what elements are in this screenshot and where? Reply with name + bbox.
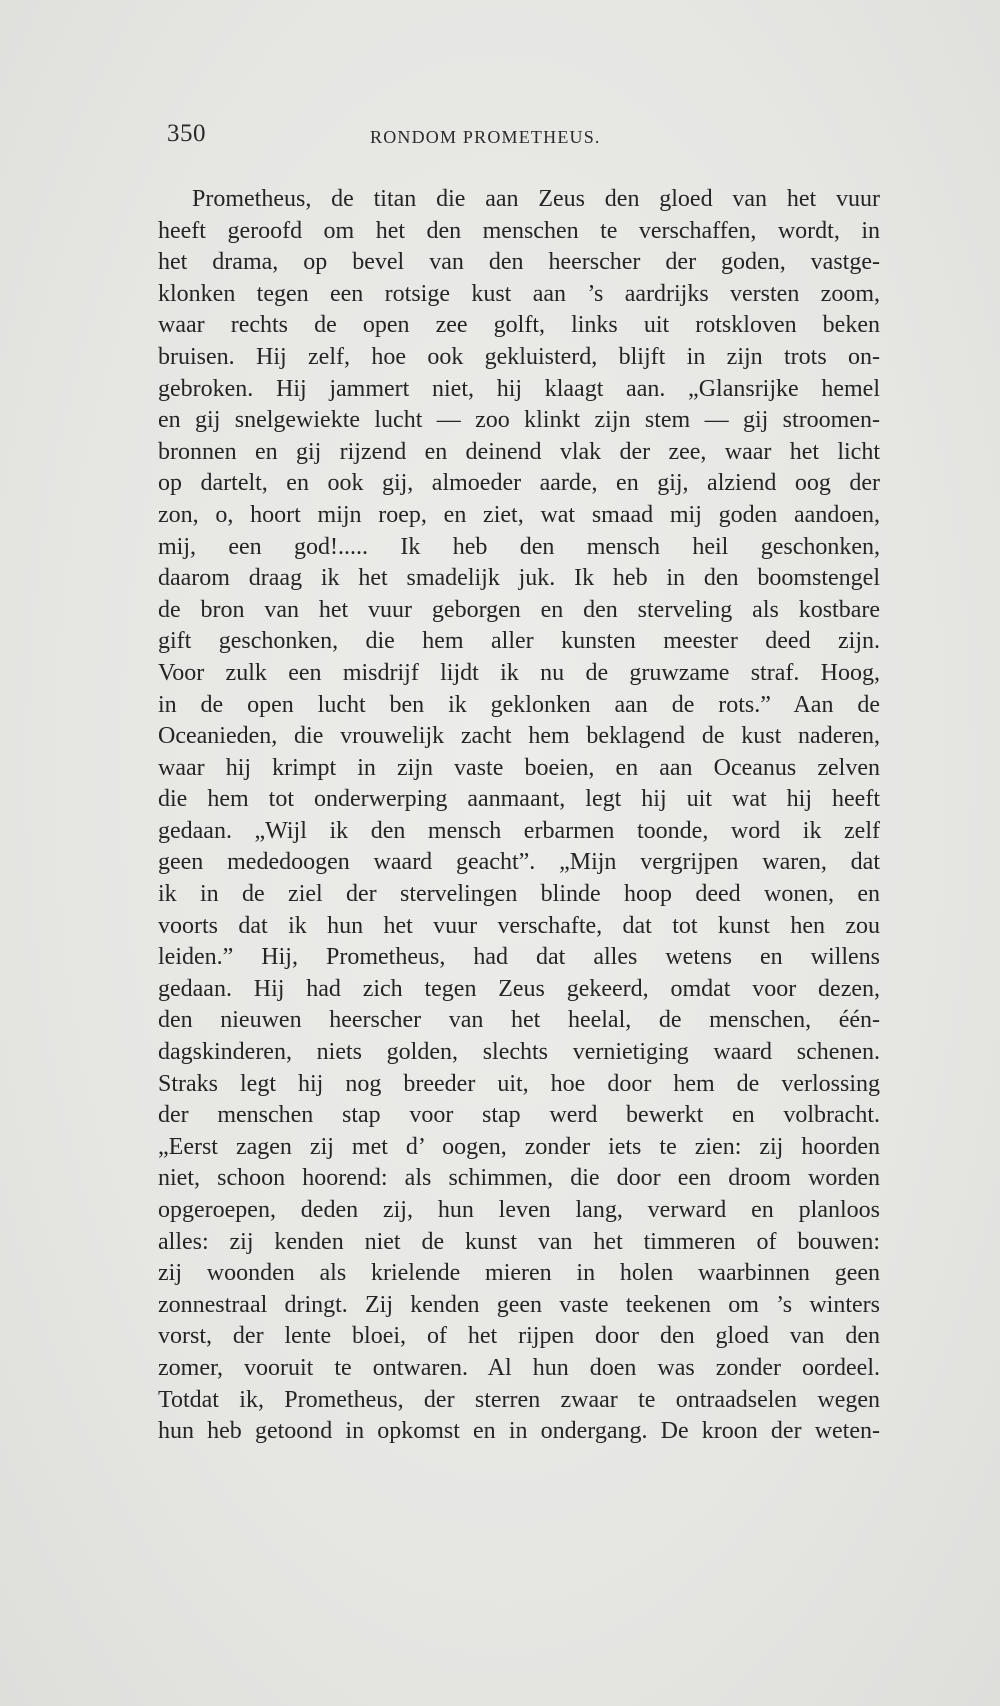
text-line: Straks legt hij nog breeder uit, hoe door hem de verlossing — [158, 1070, 880, 1097]
body-text — [158, 184, 880, 1448]
text-line: Voor zulk een misdrijf lijdt ik nu de gruwzame straf. Hoog, — [158, 659, 880, 686]
text-line: gift geschonken, die hem aller kunsten meester deed zijn. — [158, 628, 880, 655]
text-line: der menschen stap voor stap werd bewerkt en volbracht. — [158, 1102, 880, 1129]
text-line: den nieuwen heerscher van het heelal, de menschen, één- — [158, 1007, 880, 1034]
text-line: het drama, op bevel van den heerscher der goden, vastge- — [158, 249, 880, 276]
text-line: hun heb getoond in opkomst en in ondergang. De kroon der weten- — [158, 1418, 880, 1445]
text-line: leiden.” Hij, Prometheus, had dat alles wetens en willens — [158, 944, 880, 971]
text-line: ik in de ziel der stervelingen blinde hoop deed wonen, en — [158, 881, 880, 908]
page-number: 350 — [167, 120, 206, 147]
text-line: bronnen en gij rijzend en deinend vlak der zee, waar het licht — [158, 438, 880, 465]
text-line: zomer, vooruit te ontwaren. Al hun doen was zonder oordeel. — [158, 1354, 880, 1381]
text-line: Prometheus, de titan die aan Zeus den gloed van het vuur — [192, 186, 880, 212]
text-line: op dartelt, en ook gij, almoeder aarde, en gij, alziend oog der — [158, 470, 880, 497]
text-line: opgeroepen, deden zij, hun leven lang, verward en planloos — [158, 1197, 880, 1223]
text-line: de bron van het vuur geborgen en den sterveling als kostbare — [158, 596, 880, 623]
text-line: zonnestraal dringt. Zij kenden geen vaste teekenen om ’s winters — [158, 1291, 880, 1318]
text-line: niet, schoon hoorend: als schimmen, die door een droom worden — [158, 1165, 880, 1192]
text-line: in de open lucht ben ik geklonken aan de rots.” Aan de — [158, 691, 880, 718]
running-head: RONDOM PROMETHEUS. — [370, 127, 601, 147]
text-line: klonken tegen een rotsige kust aan ’s aardrijks versten zoom, — [158, 280, 880, 307]
text-line: heeft geroofd om het den menschen te verschaffen, wordt, in — [158, 217, 880, 244]
text-line: gedaan. Hij had zich tegen Zeus gekeerd, omdat voor dezen, — [158, 975, 880, 1002]
text-line: waar hij krimpt in zijn vaste boeien, en aan Oceanus zelven — [158, 754, 880, 781]
text-line: Oceanieden, die vrouwelijk zacht hem beklagend de kust naderen, — [158, 723, 880, 750]
text-line: dagskinderen, niets golden, slechts vernietiging waard schenen. — [158, 1039, 880, 1066]
text-line: en gij snelgewiekte lucht — zoo klinkt zijn stem — gij stroomen- — [158, 407, 880, 434]
text-line: bruisen. Hij zelf, hoe ook gekluisterd, blijft in zijn trots on- — [158, 343, 880, 370]
text-line: voorts dat ik hun het vuur verschafte, dat tot kunst hen zou — [158, 912, 880, 939]
text-line: waar rechts de open zee golft, links uit rotskloven beken — [158, 312, 880, 339]
text-line: gebroken. Hij jammert niet, hij klaagt aan. „Glansrijke hemel — [158, 375, 880, 402]
text-line: vorst, der lente bloei, of het rijpen door den gloed van den — [158, 1323, 880, 1350]
text-line: gedaan. „Wijl ik den mensch erbarmen toonde, word ik zelf — [158, 817, 880, 844]
text-line: geen mededoogen waard geacht”. „Mijn vergrijpen waren, dat — [158, 849, 880, 876]
text-line: zij woonden als krielende mieren in holen waarbinnen geen — [158, 1260, 880, 1287]
text-line: alles: zij kenden niet de kunst van het timmeren of bouwen: — [158, 1228, 880, 1255]
text-line: daarom draag ik het smadelijk juk. Ik heb in den boomstengel — [158, 565, 880, 592]
text-line: mij, een god!..... Ik heb den mensch heil geschonken, — [158, 533, 880, 560]
text-line: „Eerst zagen zij met d’ oogen, zonder iets te zien: zij hoorden — [158, 1133, 880, 1160]
text-line: zon, o, hoort mijn roep, en ziet, wat smaad mij goden aandoen, — [158, 501, 880, 528]
text-line: die hem tot onderwerping aanmaant, legt hij uit wat hij heeft — [158, 786, 880, 813]
text-line: Totdat ik, Prometheus, der sterren zwaar te ontraadselen wegen — [158, 1386, 880, 1413]
